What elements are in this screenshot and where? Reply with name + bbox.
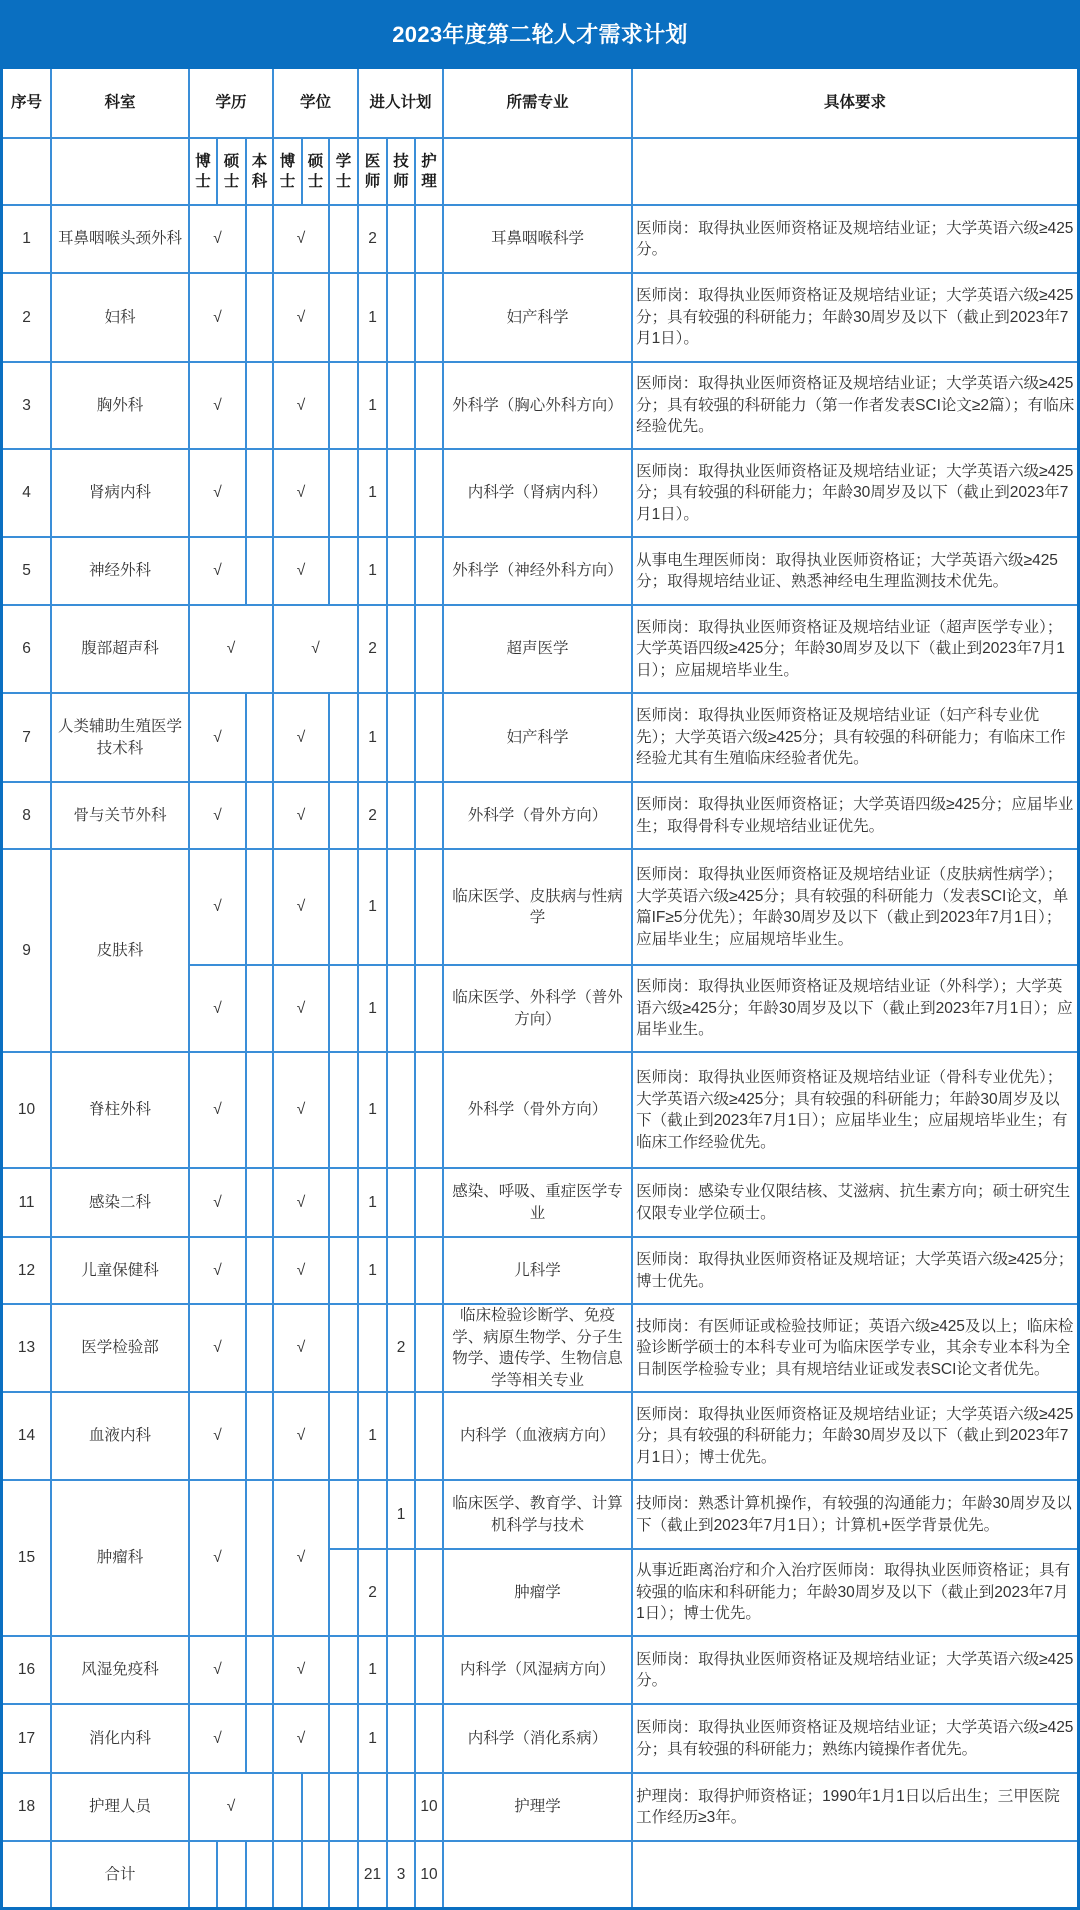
subheader-deg-phd: 博士: [273, 138, 302, 205]
major-cell: 妇产科学: [443, 273, 632, 362]
education-check: √: [189, 605, 273, 693]
degree-check: √: [273, 1052, 329, 1168]
subheader-row: [3, 138, 1077, 205]
education-check: √: [189, 1636, 246, 1704]
dept-cell: 肾病内科: [51, 449, 189, 537]
dept-cell: 医学检验部: [51, 1304, 189, 1392]
seq-cell: 12: [3, 1237, 51, 1304]
dept-cell: 消化内科: [51, 1704, 189, 1773]
dept-cell: 神经外科: [51, 537, 189, 605]
nurse-count: [415, 362, 443, 449]
dept-cell: 血液内科: [51, 1392, 189, 1480]
doctor-count: 2: [358, 1549, 387, 1636]
nurse-count: [415, 1549, 443, 1636]
degree-check: √: [273, 782, 329, 849]
requirements-cell: 医师岗：取得执业医师资格证及规培结业证（骨科专业优先）；大学英语六级≥425分；具有较强的科研能力；年龄30周岁及以下（截止到2023年7月1日）；应届毕业生；应届规培毕业生；有临床工作经验优先。: [632, 1052, 1077, 1168]
major-cell: 内科学（血液病方向）: [443, 1392, 632, 1480]
technician-count: [387, 273, 415, 362]
total-edu-phd-cell: [189, 1841, 217, 1907]
table-row: [3, 1052, 1077, 1168]
seq-cell: 9: [3, 849, 51, 1052]
education-bachelor-cell: [246, 1480, 273, 1636]
table-row: [3, 782, 1077, 849]
requirements-cell: 技师岗：熟悉计算机操作，有较强的沟通能力；年龄30周岁及以下（截止到2023年7月1日）；计算机+医学背景优先。: [632, 1480, 1077, 1549]
technician-count: [387, 1168, 415, 1237]
degree-phd-cell: [273, 1773, 302, 1841]
subheader-empty: [3, 138, 51, 205]
seq-cell: 1: [3, 205, 51, 273]
table-row: [3, 1168, 1077, 1237]
nurse-count: [415, 273, 443, 362]
technician-count: 1: [387, 1480, 415, 1549]
major-cell: 内科学（风湿病方向）: [443, 1636, 632, 1704]
table-row: [3, 537, 1077, 605]
education-check: √: [189, 1480, 246, 1636]
major-cell: 耳鼻咽喉科学: [443, 205, 632, 273]
seq-cell: 11: [3, 1168, 51, 1237]
major-cell: 临床医学、教育学、计算机科学与技术: [443, 1480, 632, 1549]
subheader-empty: [443, 138, 632, 205]
total-requirements-cell: [632, 1841, 1077, 1907]
major-cell: 护理学: [443, 1773, 632, 1841]
header-degree: 学位: [273, 69, 358, 138]
doctor-count: 2: [358, 782, 387, 849]
major-cell: 外科学（胸心外科方向）: [443, 362, 632, 449]
degree-check: √: [273, 1704, 329, 1773]
major-cell: 内科学（肾病内科）: [443, 449, 632, 537]
major-cell: 外科学（骨外方向）: [443, 782, 632, 849]
education-check: √: [189, 849, 246, 965]
degree-bachelor-cell: [329, 1773, 358, 1841]
nurse-count: [415, 693, 443, 782]
subheader-empty: [51, 138, 189, 205]
technician-count: [387, 965, 415, 1052]
nurse-count: [415, 1480, 443, 1549]
subheader-edu-bachelor: 本科: [246, 138, 273, 205]
technician-count: [387, 693, 415, 782]
requirements-cell: 医师岗：取得执业医师资格证及规培结业证；大学英语六级≥425分；具有较强的科研能力；年龄30周岁及以下（截止到2023年7月1日）。: [632, 273, 1077, 362]
education-bachelor-cell: [246, 205, 273, 273]
requirements-cell: 医师岗：取得执业医师资格证及规培结业证（外科学）；大学英语六级≥425分；年龄30周岁及以下（截止到2023年7月1日）；应届毕业生。: [632, 965, 1077, 1052]
seq-cell: 14: [3, 1392, 51, 1480]
total-nurse-count: 10: [415, 1841, 443, 1907]
doctor-count: 1: [358, 449, 387, 537]
education-bachelor-cell: [246, 965, 273, 1052]
doctor-count: 1: [358, 1237, 387, 1304]
requirements-cell: 医师岗：取得执业医师资格证及规培结业证；大学英语六级≥425分；具有较强的科研能力；年龄30周岁及以下（截止到2023年7月1日）。: [632, 449, 1077, 537]
education-check: √: [189, 1304, 246, 1392]
seq-cell: 5: [3, 537, 51, 605]
requirements-cell: 医师岗：取得执业医师资格证及规培结业证；大学英语六级≥425分；具有较强的科研能力；熟练内镜操作者优先。: [632, 1704, 1077, 1773]
technician-count: [387, 1636, 415, 1704]
seq-cell: 4: [3, 449, 51, 537]
nurse-count: [415, 205, 443, 273]
degree-bachelor-cell: [329, 362, 358, 449]
seq-cell: 3: [3, 362, 51, 449]
major-cell: 外科学（神经外科方向）: [443, 537, 632, 605]
education-bachelor-cell: [246, 1237, 273, 1304]
header-plan: 进人计划: [358, 69, 443, 138]
seq-cell: 6: [3, 605, 51, 693]
requirements-cell: 医师岗：取得执业医师资格证及规培结业证（妇产科专业优先）；大学英语六级≥425分；具有较强的科研能力；有临床工作经验尤其有生殖临床经验者优先。: [632, 693, 1077, 782]
requirements-cell: 医师岗：取得执业医师资格证及规培证；大学英语六级≥425分；博士优先。: [632, 1237, 1077, 1304]
dept-cell: 耳鼻咽喉头颈外科: [51, 205, 189, 273]
education-check: √: [189, 537, 246, 605]
technician-count: 2: [387, 1304, 415, 1392]
degree-check: √: [273, 1168, 329, 1237]
education-bachelor-cell: [246, 693, 273, 782]
subheader-edu-phd: 博士: [189, 138, 217, 205]
degree-check: √: [273, 1237, 329, 1304]
seq-cell: 10: [3, 1052, 51, 1168]
subheader-doctor: 医师: [358, 138, 387, 205]
requirements-cell: 医师岗：取得执业医师资格证及规培结业证；大学英语六级≥425分。: [632, 205, 1077, 273]
dept-cell: 肿瘤科: [51, 1480, 189, 1636]
degree-bachelor-cell: [329, 1052, 358, 1168]
table-row: [3, 273, 1077, 362]
total-row: [3, 1841, 1077, 1907]
doctor-count: 1: [358, 537, 387, 605]
header-requirements: 具体要求: [632, 69, 1077, 138]
education-check: √: [189, 1237, 246, 1304]
table-row: [3, 605, 1077, 693]
doctor-count: 1: [358, 1636, 387, 1704]
major-cell: 儿科学: [443, 1237, 632, 1304]
dept-cell: 儿童保健科: [51, 1237, 189, 1304]
education-bachelor-cell: [246, 1304, 273, 1392]
major-cell: 超声医学: [443, 605, 632, 693]
degree-bachelor-cell: [329, 693, 358, 782]
technician-count: [387, 1392, 415, 1480]
technician-count: [387, 1237, 415, 1304]
doctor-count: 1: [358, 965, 387, 1052]
subheader-deg-bachelor: 学士: [329, 138, 358, 205]
doctor-count: [358, 1304, 387, 1392]
degree-check: √: [273, 605, 358, 693]
nurse-count: [415, 849, 443, 965]
degree-bachelor-cell: [329, 1549, 358, 1636]
education-check: √: [189, 965, 246, 1052]
nurse-count: [415, 1392, 443, 1480]
seq-cell: 8: [3, 782, 51, 849]
degree-bachelor-cell: [329, 1304, 358, 1392]
education-bachelor-cell: [246, 849, 273, 965]
doctor-count: 1: [358, 273, 387, 362]
table-row: [3, 1392, 1077, 1480]
nurse-count: [415, 1636, 443, 1704]
requirements-cell: 医师岗：取得执业医师资格证及规培结业证；大学英语六级≥425分。: [632, 1636, 1077, 1704]
requirements-cell: 医师岗：取得执业医师资格证及规培结业证；大学英语六级≥425分；具有较强的科研能力；年龄30周岁及以下（截止到2023年7月1日）；博士优先。: [632, 1392, 1077, 1480]
nurse-count: 10: [415, 1773, 443, 1841]
total-major-cell: [443, 1841, 632, 1907]
technician-count: [387, 1704, 415, 1773]
dept-cell: 感染二科: [51, 1168, 189, 1237]
doctor-count: 1: [358, 1704, 387, 1773]
doctor-count: [358, 1773, 387, 1841]
degree-bachelor-cell: [329, 537, 358, 605]
degree-check: √: [273, 1304, 329, 1392]
nurse-count: [415, 965, 443, 1052]
subheader-edu-master: 硕士: [217, 138, 246, 205]
education-bachelor-cell: [246, 1704, 273, 1773]
major-cell: 内科学（消化系病）: [443, 1704, 632, 1773]
header-row: [3, 69, 1077, 138]
dept-cell: 骨与关节外科: [51, 782, 189, 849]
education-check: √: [189, 205, 246, 273]
major-cell: 临床医学、外科学（普外方向）: [443, 965, 632, 1052]
requirements-cell: 医师岗：取得执业医师资格证；大学英语四级≥425分；应届毕业生；取得骨科专业规培结业证优先。: [632, 782, 1077, 849]
requirements-cell: 技师岗：有医师证或检验技师证；英语六级≥425及以上；临床检验诊断学硕士的本科专业可为临床医学专业，其余专业本科为全日制医学检验专业；具有规培结业证或发表SCI论文者优先。: [632, 1304, 1077, 1392]
dept-cell: 皮肤科: [51, 849, 189, 1052]
education-bachelor-cell: [246, 1052, 273, 1168]
subheader-empty: [632, 138, 1077, 205]
dept-cell: 护理人员: [51, 1773, 189, 1841]
doctor-count: 1: [358, 849, 387, 965]
total-edu-master-cell: [217, 1841, 246, 1907]
requirements-cell: 护理岗：取得护师资格证；1990年1月1日以后出生；三甲医院工作经历≥3年。: [632, 1773, 1077, 1841]
table-row: [3, 362, 1077, 449]
doctor-count: 1: [358, 1392, 387, 1480]
table-row: [3, 1636, 1077, 1704]
dept-cell: 脊柱外科: [51, 1052, 189, 1168]
technician-count: [387, 849, 415, 965]
nurse-count: [415, 537, 443, 605]
degree-bachelor-cell: [329, 1392, 358, 1480]
nurse-count: [415, 1168, 443, 1237]
doctor-count: 1: [358, 362, 387, 449]
major-cell: 感染、呼吸、重症医学专业: [443, 1168, 632, 1237]
requirements-cell: 从事近距离治疗和介入治疗医师岗：取得执业医师资格证；具有较强的临床和科研能力；年龄30周岁及以下（截止到2023年7月1日）；博士优先。: [632, 1549, 1077, 1636]
education-check: √: [189, 1168, 246, 1237]
degree-bachelor-cell: [329, 205, 358, 273]
requirements-cell: 从事电生理医师岗：取得执业医师资格证；大学英语六级≥425分；取得规培结业证、熟悉神经电生理监测技术优先。: [632, 537, 1077, 605]
requirements-cell: 医师岗：取得执业医师资格证及规培结业证；大学英语六级≥425分；具有较强的科研能力（第一作者发表SCI论文≥2篇）；有临床经验优先。: [632, 362, 1077, 449]
seq-cell: 16: [3, 1636, 51, 1704]
header-dept: 科室: [51, 69, 189, 138]
education-bachelor-cell: [246, 273, 273, 362]
technician-count: [387, 362, 415, 449]
degree-check: √: [273, 693, 329, 782]
table-row: [3, 1704, 1077, 1773]
table-row: [3, 1237, 1077, 1304]
subheader-nurse: 护理: [415, 138, 443, 205]
nurse-count: [415, 1704, 443, 1773]
degree-master-cell: [302, 1773, 329, 1841]
major-cell: 肿瘤学: [443, 1549, 632, 1636]
subheader-technician: 技师: [387, 138, 415, 205]
degree-check: √: [273, 965, 329, 1052]
degree-bachelor-cell: [329, 782, 358, 849]
technician-count: [387, 605, 415, 693]
table-row: [3, 849, 1077, 965]
dept-cell: 腹部超声科: [51, 605, 189, 693]
education-bachelor-cell: [246, 1392, 273, 1480]
dept-cell: 人类辅助生殖医学技术科: [51, 693, 189, 782]
degree-bachelor-cell: [329, 965, 358, 1052]
degree-bachelor-cell: [329, 1237, 358, 1304]
education-check: √: [189, 273, 246, 362]
table-row: [3, 1480, 1077, 1549]
doctor-count: 1: [358, 693, 387, 782]
education-bachelor-cell: [246, 537, 273, 605]
nurse-count: [415, 782, 443, 849]
education-check: √: [189, 1773, 273, 1841]
degree-check: √: [273, 449, 329, 537]
nurse-count: [415, 605, 443, 693]
table-row: [3, 449, 1077, 537]
degree-check: √: [273, 205, 329, 273]
total-deg-bachelor-cell: [329, 1841, 358, 1907]
education-bachelor-cell: [246, 449, 273, 537]
dept-cell: 妇科: [51, 273, 189, 362]
major-cell: 临床医学、皮肤病与性病学: [443, 849, 632, 965]
seq-cell: 15: [3, 1480, 51, 1636]
total-technician-count: 3: [387, 1841, 415, 1907]
education-bachelor-cell: [246, 1636, 273, 1704]
education-check: √: [189, 693, 246, 782]
seq-cell: 18: [3, 1773, 51, 1841]
doctor-count: [358, 1480, 387, 1549]
degree-check: √: [273, 849, 329, 965]
technician-count: [387, 537, 415, 605]
table-row: [3, 205, 1077, 273]
degree-bachelor-cell: [329, 1636, 358, 1704]
degree-bachelor-cell: [329, 849, 358, 965]
requirements-cell: 医师岗：取得执业医师资格证及规培结业证（皮肤病性病学）；大学英语六级≥425分；具有较强的科研能力（发表SCI论文，单篇IF≥5分优先）；年龄30周岁及以下（截止到2023年7月1日）；应届毕业生；应届规培毕业生。: [632, 849, 1077, 965]
technician-count: [387, 449, 415, 537]
technician-count: [387, 782, 415, 849]
dept-cell: 风湿免疫科: [51, 1636, 189, 1704]
degree-bachelor-cell: [329, 1704, 358, 1773]
dept-cell: 胸外科: [51, 362, 189, 449]
requirements-cell: 医师岗：感染专业仅限结核、艾滋病、抗生素方向；硕士研究生仅限专业学位硕士。: [632, 1168, 1077, 1237]
doctor-count: 2: [358, 605, 387, 693]
seq-cell: 2: [3, 273, 51, 362]
seq-cell: 7: [3, 693, 51, 782]
header-major: 所需专业: [443, 69, 632, 138]
total-edu-bachelor-cell: [246, 1841, 273, 1907]
technician-count: [387, 1773, 415, 1841]
major-cell: 临床检验诊断学、免疫学、病原生物学、分子生物学、遗传学、生物信息学等相关专业: [443, 1304, 632, 1392]
degree-bachelor-cell: [329, 1168, 358, 1237]
total-deg-phd-cell: [273, 1841, 302, 1907]
degree-check: √: [273, 537, 329, 605]
education-check: √: [189, 1704, 246, 1773]
degree-check: √: [273, 362, 329, 449]
education-bachelor-cell: [246, 362, 273, 449]
degree-check: √: [273, 1480, 329, 1636]
doctor-count: 1: [358, 1052, 387, 1168]
table-row: [3, 1304, 1077, 1392]
major-cell: 妇产科学: [443, 693, 632, 782]
header-education: 学历: [189, 69, 273, 138]
degree-bachelor-cell: [329, 273, 358, 362]
doctor-count: 1: [358, 1168, 387, 1237]
subheader-deg-master: 硕士: [302, 138, 329, 205]
doctor-count: 2: [358, 205, 387, 273]
degree-bachelor-cell: [329, 449, 358, 537]
technician-count: [387, 1052, 415, 1168]
nurse-count: [415, 1052, 443, 1168]
nurse-count: [415, 449, 443, 537]
header-seq: 序号: [3, 69, 51, 138]
seq-cell: 13: [3, 1304, 51, 1392]
education-check: √: [189, 362, 246, 449]
degree-check: √: [273, 273, 329, 362]
total-deg-master-cell: [302, 1841, 329, 1907]
major-cell: 外科学（骨外方向）: [443, 1052, 632, 1168]
education-bachelor-cell: [246, 1168, 273, 1237]
nurse-count: [415, 1237, 443, 1304]
nurse-count: [415, 1304, 443, 1392]
degree-check: √: [273, 1392, 329, 1480]
requirements-cell: 医师岗：取得执业医师资格证及规培结业证（超声医学专业）；大学英语四级≥425分；年龄30周岁及以下（截止到2023年7月1日）；应届规培毕业生。: [632, 605, 1077, 693]
education-bachelor-cell: [246, 782, 273, 849]
page-title: 2023年度第二轮人才需求计划: [0, 0, 1080, 69]
degree-check: √: [273, 1636, 329, 1704]
recruitment-plan-table: [3, 69, 1077, 1907]
technician-count: [387, 205, 415, 273]
table-row: [3, 693, 1077, 782]
education-check: √: [189, 449, 246, 537]
education-check: √: [189, 1052, 246, 1168]
education-check: √: [189, 1392, 246, 1480]
total-seq-cell: [3, 1841, 51, 1907]
technician-count: [387, 1549, 415, 1636]
education-check: √: [189, 782, 246, 849]
total-label: 合计: [51, 1841, 189, 1907]
total-doctor-count: 21: [358, 1841, 387, 1907]
table-row: [3, 1773, 1077, 1841]
seq-cell: 17: [3, 1704, 51, 1773]
degree-bachelor-cell: [329, 1480, 358, 1549]
